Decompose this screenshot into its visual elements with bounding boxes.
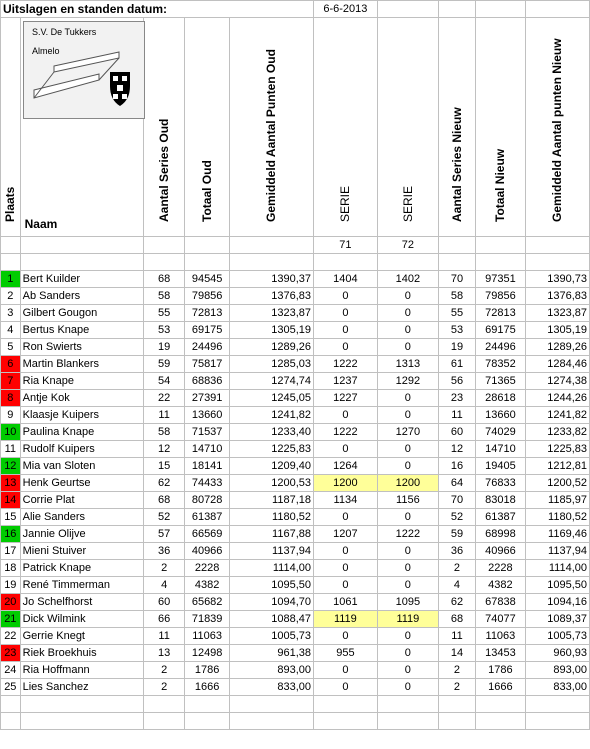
serie1-cell: 0 <box>314 560 378 577</box>
series-oud-cell: 2 <box>143 662 184 679</box>
totaal-oud-cell: 79856 <box>185 288 230 305</box>
serie2-cell: 0 <box>377 645 438 662</box>
name-cell: Bert Kuilder <box>20 271 143 288</box>
table-row <box>1 577 590 594</box>
gem-oud-cell: 1137,94 <box>229 543 313 560</box>
serie1-cell: 0 <box>314 339 378 356</box>
totaal-oud-cell: 14710 <box>185 441 230 458</box>
name-cell: Ria Knape <box>20 373 143 390</box>
series-oud-cell: 4 <box>143 577 184 594</box>
col-plaats: Plaats <box>1 18 21 237</box>
gem-oud-cell: 1095,50 <box>229 577 313 594</box>
totaal-oud-cell: 24496 <box>185 339 230 356</box>
serie1-cell: 0 <box>314 441 378 458</box>
series-oud-cell: 58 <box>143 424 184 441</box>
col-series-oud: Aantal Series Oud <box>143 18 184 237</box>
serie1-cell: 1404 <box>314 271 378 288</box>
series-nieuw-cell: 55 <box>438 305 475 322</box>
logo-text-1: S.V. De Tukkers <box>32 27 97 37</box>
serie1-cell: 0 <box>314 305 378 322</box>
date: 6-6-2013 <box>314 1 378 18</box>
totaal-oud-cell: 65682 <box>185 594 230 611</box>
name-cell: Ron Swierts <box>20 339 143 356</box>
serie1-cell: 1264 <box>314 458 378 475</box>
totaal-oud-cell: 13660 <box>185 407 230 424</box>
table-row <box>1 543 590 560</box>
totaal-nieuw-cell: 76833 <box>475 475 525 492</box>
series-nieuw-cell: 2 <box>438 662 475 679</box>
name-cell: Patrick Knape <box>20 560 143 577</box>
totaal-oud-cell: 2228 <box>185 560 230 577</box>
gem-oud-cell: 961,38 <box>229 645 313 662</box>
serie2-cell: 1292 <box>377 373 438 390</box>
serie1-cell: 0 <box>314 407 378 424</box>
gem-oud-cell: 893,00 <box>229 662 313 679</box>
serie1-cell: 0 <box>314 577 378 594</box>
totaal-nieuw-cell: 4382 <box>475 577 525 594</box>
place-cell: 7 <box>1 373 21 390</box>
totaal-nieuw-cell: 11063 <box>475 628 525 645</box>
serie2-cell: 0 <box>377 441 438 458</box>
name-cell: Jannie Olijve <box>20 526 143 543</box>
serie2-cell: 1313 <box>377 356 438 373</box>
serie2-cell: 0 <box>377 628 438 645</box>
serie2-cell: 0 <box>377 509 438 526</box>
name-cell: Paulina Knape <box>20 424 143 441</box>
col-gem-nieuw: Gemiddeld Aantal punten Nieuw <box>525 18 589 237</box>
table-row <box>1 611 590 628</box>
gem-nieuw-cell: 1376,83 <box>525 288 589 305</box>
table-row <box>1 390 590 407</box>
serie2-cell: 1402 <box>377 271 438 288</box>
name-cell: Martin Blankers <box>20 356 143 373</box>
series-nieuw-cell: 56 <box>438 373 475 390</box>
series-nieuw-cell: 36 <box>438 543 475 560</box>
series-nieuw-cell: 19 <box>438 339 475 356</box>
place-cell: 13 <box>1 475 21 492</box>
gem-oud-cell: 1233,40 <box>229 424 313 441</box>
gem-nieuw-cell: 1323,87 <box>525 305 589 322</box>
table-row <box>1 356 590 373</box>
totaal-oud-cell: 4382 <box>185 577 230 594</box>
serie2-cell: 1222 <box>377 526 438 543</box>
place-cell: 2 <box>1 288 21 305</box>
place-cell: 15 <box>1 509 21 526</box>
gem-oud-cell: 1005,73 <box>229 628 313 645</box>
col-totaal-nieuw: Totaal Nieuw <box>475 18 525 237</box>
serie1-cell: 1227 <box>314 390 378 407</box>
gem-oud-cell: 833,00 <box>229 679 313 696</box>
gem-nieuw-cell: 1225,83 <box>525 441 589 458</box>
totaal-oud-cell: 74433 <box>185 475 230 492</box>
gem-nieuw-cell: 833,00 <box>525 679 589 696</box>
gem-oud-cell: 1390,37 <box>229 271 313 288</box>
place-cell: 22 <box>1 628 21 645</box>
place-cell: 4 <box>1 322 21 339</box>
logo-text-2: Almelo <box>32 46 60 56</box>
col-serie1: SERIE <box>314 18 378 237</box>
series-oud-cell: 36 <box>143 543 184 560</box>
totaal-oud-cell: 18141 <box>185 458 230 475</box>
totaal-nieuw-cell: 1666 <box>475 679 525 696</box>
series-nieuw-cell: 53 <box>438 322 475 339</box>
series-oud-cell: 2 <box>143 560 184 577</box>
series-oud-cell: 2 <box>143 679 184 696</box>
name-cell: Antje Kok <box>20 390 143 407</box>
table-row <box>1 373 590 390</box>
serie-number-2: 72 <box>377 237 438 254</box>
serie2-cell: 1156 <box>377 492 438 509</box>
name-cell: Riek Broekhuis <box>20 645 143 662</box>
gem-oud-cell: 1180,52 <box>229 509 313 526</box>
totaal-nieuw-cell: 74029 <box>475 424 525 441</box>
name-cell: Klaasje Kuipers <box>20 407 143 424</box>
totaal-oud-cell: 66569 <box>185 526 230 543</box>
gem-nieuw-cell: 1180,52 <box>525 509 589 526</box>
title-row <box>1 1 590 18</box>
gem-nieuw-cell: 1274,38 <box>525 373 589 390</box>
place-cell: 6 <box>1 356 21 373</box>
place-cell: 19 <box>1 577 21 594</box>
totaal-nieuw-cell: 79856 <box>475 288 525 305</box>
table-row <box>1 441 590 458</box>
table-row <box>1 271 590 288</box>
totaal-nieuw-cell: 13453 <box>475 645 525 662</box>
gem-nieuw-cell: 1233,82 <box>525 424 589 441</box>
series-oud-cell: 53 <box>143 322 184 339</box>
gem-oud-cell: 1209,40 <box>229 458 313 475</box>
serie2-cell: 0 <box>377 662 438 679</box>
totaal-oud-cell: 71537 <box>185 424 230 441</box>
gem-nieuw-cell: 1212,81 <box>525 458 589 475</box>
serie1-cell: 1061 <box>314 594 378 611</box>
serie2-cell: 0 <box>377 458 438 475</box>
place-cell: 8 <box>1 390 21 407</box>
table-row <box>1 526 590 543</box>
table-row <box>1 560 590 577</box>
serie1-cell: 0 <box>314 679 378 696</box>
empty-row <box>1 696 590 713</box>
name-cell: Mieni Stuiver <box>20 543 143 560</box>
serie2-cell: 1270 <box>377 424 438 441</box>
gem-oud-cell: 1167,88 <box>229 526 313 543</box>
series-oud-cell: 59 <box>143 356 184 373</box>
gem-oud-cell: 1225,83 <box>229 441 313 458</box>
serie2-cell: 0 <box>377 560 438 577</box>
col-totaal-oud: Totaal Oud <box>185 18 230 237</box>
totaal-nieuw-cell: 68998 <box>475 526 525 543</box>
series-nieuw-cell: 14 <box>438 645 475 662</box>
name-cell: Bertus Knape <box>20 322 143 339</box>
name-cell: Ria Hoffmann <box>20 662 143 679</box>
gem-nieuw-cell: 1200,52 <box>525 475 589 492</box>
totaal-nieuw-cell: 69175 <box>475 322 525 339</box>
gem-nieuw-cell: 1390,73 <box>525 271 589 288</box>
totaal-nieuw-cell: 14710 <box>475 441 525 458</box>
place-cell: 12 <box>1 458 21 475</box>
table-row <box>1 628 590 645</box>
place-cell: 9 <box>1 407 21 424</box>
name-cell: René Timmerman <box>20 577 143 594</box>
series-oud-cell: 62 <box>143 475 184 492</box>
series-nieuw-cell: 23 <box>438 390 475 407</box>
gem-oud-cell: 1094,70 <box>229 594 313 611</box>
title: Uitslagen en standen datum: <box>1 1 314 18</box>
series-nieuw-cell: 11 <box>438 407 475 424</box>
series-nieuw-cell: 64 <box>438 475 475 492</box>
serie2-cell: 1095 <box>377 594 438 611</box>
series-oud-cell: 15 <box>143 458 184 475</box>
place-cell: 3 <box>1 305 21 322</box>
serie1-cell: 0 <box>314 543 378 560</box>
gem-oud-cell: 1305,19 <box>229 322 313 339</box>
serie1-cell: 0 <box>314 509 378 526</box>
series-oud-cell: 60 <box>143 594 184 611</box>
col-naam: Naam <box>20 18 143 237</box>
serie1-cell: 1237 <box>314 373 378 390</box>
serie2-cell: 0 <box>377 543 438 560</box>
series-oud-cell: 52 <box>143 509 184 526</box>
name-cell: Rudolf Kuipers <box>20 441 143 458</box>
place-cell: 24 <box>1 662 21 679</box>
serie-number-row <box>1 237 590 254</box>
gem-oud-cell: 1114,00 <box>229 560 313 577</box>
serie1-cell: 0 <box>314 662 378 679</box>
totaal-nieuw-cell: 72813 <box>475 305 525 322</box>
place-cell: 17 <box>1 543 21 560</box>
series-nieuw-cell: 59 <box>438 526 475 543</box>
serie2-cell: 0 <box>377 305 438 322</box>
series-oud-cell: 12 <box>143 441 184 458</box>
name-cell: Gilbert Gougon <box>20 305 143 322</box>
series-nieuw-cell: 58 <box>438 288 475 305</box>
place-cell: 16 <box>1 526 21 543</box>
totaal-nieuw-cell: 24496 <box>475 339 525 356</box>
series-oud-cell: 11 <box>143 407 184 424</box>
serie2-cell: 0 <box>377 288 438 305</box>
series-nieuw-cell: 62 <box>438 594 475 611</box>
totaal-oud-cell: 40966 <box>185 543 230 560</box>
gem-nieuw-cell: 1305,19 <box>525 322 589 339</box>
table-row <box>1 339 590 356</box>
place-cell: 5 <box>1 339 21 356</box>
totaal-nieuw-cell: 83018 <box>475 492 525 509</box>
serie1-cell: 1222 <box>314 424 378 441</box>
table-row <box>1 305 590 322</box>
series-nieuw-cell: 52 <box>438 509 475 526</box>
gem-nieuw-cell: 1005,73 <box>525 628 589 645</box>
name-cell: Corrie Plat <box>20 492 143 509</box>
gem-oud-cell: 1200,53 <box>229 475 313 492</box>
totaal-nieuw-cell: 1786 <box>475 662 525 679</box>
gem-nieuw-cell: 893,00 <box>525 662 589 679</box>
table-row <box>1 322 590 339</box>
col-serie2: SERIE <box>377 18 438 237</box>
serie2-cell: 0 <box>377 390 438 407</box>
totaal-oud-cell: 61387 <box>185 509 230 526</box>
totaal-nieuw-cell: 78352 <box>475 356 525 373</box>
table-row <box>1 492 590 509</box>
totaal-oud-cell: 72813 <box>185 305 230 322</box>
totaal-oud-cell: 80728 <box>185 492 230 509</box>
table-row <box>1 288 590 305</box>
name-cell: Ab Sanders <box>20 288 143 305</box>
serie1-cell: 1207 <box>314 526 378 543</box>
series-nieuw-cell: 2 <box>438 560 475 577</box>
totaal-nieuw-cell: 19405 <box>475 458 525 475</box>
series-oud-cell: 54 <box>143 373 184 390</box>
gem-nieuw-cell: 1185,97 <box>525 492 589 509</box>
gem-nieuw-cell: 1137,94 <box>525 543 589 560</box>
gem-nieuw-cell: 1241,82 <box>525 407 589 424</box>
serie1-cell: 0 <box>314 288 378 305</box>
place-cell: 25 <box>1 679 21 696</box>
totaal-nieuw-cell: 61387 <box>475 509 525 526</box>
series-oud-cell: 55 <box>143 305 184 322</box>
club-logo <box>23 21 145 119</box>
table-row <box>1 679 590 696</box>
series-nieuw-cell: 2 <box>438 679 475 696</box>
gem-oud-cell: 1376,83 <box>229 288 313 305</box>
gem-nieuw-cell: 1244,26 <box>525 390 589 407</box>
gem-nieuw-cell: 1095,50 <box>525 577 589 594</box>
totaal-nieuw-cell: 74077 <box>475 611 525 628</box>
serie1-cell: 0 <box>314 628 378 645</box>
series-oud-cell: 68 <box>143 271 184 288</box>
series-nieuw-cell: 11 <box>438 628 475 645</box>
series-nieuw-cell: 70 <box>438 271 475 288</box>
series-nieuw-cell: 61 <box>438 356 475 373</box>
table-row <box>1 645 590 662</box>
totaal-nieuw-cell: 13660 <box>475 407 525 424</box>
gem-nieuw-cell: 1289,26 <box>525 339 589 356</box>
serie2-cell: 0 <box>377 679 438 696</box>
totaal-oud-cell: 12498 <box>185 645 230 662</box>
series-nieuw-cell: 4 <box>438 577 475 594</box>
table-row <box>1 594 590 611</box>
series-oud-cell: 13 <box>143 645 184 662</box>
series-nieuw-cell: 16 <box>438 458 475 475</box>
serie2-cell: 0 <box>377 407 438 424</box>
gem-oud-cell: 1274,74 <box>229 373 313 390</box>
series-oud-cell: 11 <box>143 628 184 645</box>
place-cell: 18 <box>1 560 21 577</box>
series-oud-cell: 57 <box>143 526 184 543</box>
spacer-row <box>1 254 590 271</box>
empty-row <box>1 713 590 730</box>
gem-oud-cell: 1285,03 <box>229 356 313 373</box>
table-row <box>1 407 590 424</box>
totaal-oud-cell: 1786 <box>185 662 230 679</box>
totaal-oud-cell: 1666 <box>185 679 230 696</box>
totaal-oud-cell: 71839 <box>185 611 230 628</box>
col-series-nieuw: Aantal Series Nieuw <box>438 18 475 237</box>
serie1-cell: 1200 <box>314 475 378 492</box>
serie2-cell: 0 <box>377 339 438 356</box>
totaal-nieuw-cell: 97351 <box>475 271 525 288</box>
gem-oud-cell: 1187,18 <box>229 492 313 509</box>
name-cell: Lies Sanchez <box>20 679 143 696</box>
serie2-cell: 0 <box>377 322 438 339</box>
name-cell: Gerrie Knegt <box>20 628 143 645</box>
table-row <box>1 662 590 679</box>
name-cell: Dick Wilmink <box>20 611 143 628</box>
totaal-oud-cell: 11063 <box>185 628 230 645</box>
series-oud-cell: 22 <box>143 390 184 407</box>
gem-oud-cell: 1323,87 <box>229 305 313 322</box>
series-oud-cell: 19 <box>143 339 184 356</box>
gem-nieuw-cell: 1284,46 <box>525 356 589 373</box>
name-cell: Mia van Sloten <box>20 458 143 475</box>
series-nieuw-cell: 60 <box>438 424 475 441</box>
gem-oud-cell: 1245,05 <box>229 390 313 407</box>
gem-oud-cell: 1088,47 <box>229 611 313 628</box>
place-cell: 20 <box>1 594 21 611</box>
series-oud-cell: 68 <box>143 492 184 509</box>
totaal-nieuw-cell: 2228 <box>475 560 525 577</box>
series-nieuw-cell: 12 <box>438 441 475 458</box>
place-cell: 1 <box>1 271 21 288</box>
place-cell: 23 <box>1 645 21 662</box>
place-cell: 14 <box>1 492 21 509</box>
totaal-oud-cell: 69175 <box>185 322 230 339</box>
serie-number-1: 71 <box>314 237 378 254</box>
col-gem-oud: Gemiddeld Aantal Punten Oud <box>229 18 313 237</box>
series-nieuw-cell: 70 <box>438 492 475 509</box>
totaal-nieuw-cell: 71365 <box>475 373 525 390</box>
gem-nieuw-cell: 960,93 <box>525 645 589 662</box>
series-oud-cell: 66 <box>143 611 184 628</box>
totaal-nieuw-cell: 67838 <box>475 594 525 611</box>
totaal-oud-cell: 75817 <box>185 356 230 373</box>
serie1-cell: 1119 <box>314 611 378 628</box>
totaal-nieuw-cell: 40966 <box>475 543 525 560</box>
table-row <box>1 424 590 441</box>
totaal-oud-cell: 94545 <box>185 271 230 288</box>
place-cell: 21 <box>1 611 21 628</box>
series-nieuw-cell: 68 <box>438 611 475 628</box>
table-row <box>1 509 590 526</box>
gem-oud-cell: 1289,26 <box>229 339 313 356</box>
serie1-cell: 1134 <box>314 492 378 509</box>
gem-nieuw-cell: 1094,16 <box>525 594 589 611</box>
name-cell: Alie Sanders <box>20 509 143 526</box>
serie2-cell: 1119 <box>377 611 438 628</box>
gem-nieuw-cell: 1114,00 <box>525 560 589 577</box>
gem-nieuw-cell: 1089,37 <box>525 611 589 628</box>
table-row <box>1 475 590 492</box>
totaal-oud-cell: 68836 <box>185 373 230 390</box>
place-cell: 10 <box>1 424 21 441</box>
serie2-cell: 1200 <box>377 475 438 492</box>
name-cell: Jo Schelfhorst <box>20 594 143 611</box>
serie2-cell: 0 <box>377 577 438 594</box>
gem-nieuw-cell: 1169,46 <box>525 526 589 543</box>
totaal-oud-cell: 27391 <box>185 390 230 407</box>
serie1-cell: 1222 <box>314 356 378 373</box>
name-cell: Henk Geurtse <box>20 475 143 492</box>
totaal-nieuw-cell: 28618 <box>475 390 525 407</box>
series-oud-cell: 58 <box>143 288 184 305</box>
serie1-cell: 955 <box>314 645 378 662</box>
gem-oud-cell: 1241,82 <box>229 407 313 424</box>
place-cell: 11 <box>1 441 21 458</box>
table-row <box>1 458 590 475</box>
serie1-cell: 0 <box>314 322 378 339</box>
